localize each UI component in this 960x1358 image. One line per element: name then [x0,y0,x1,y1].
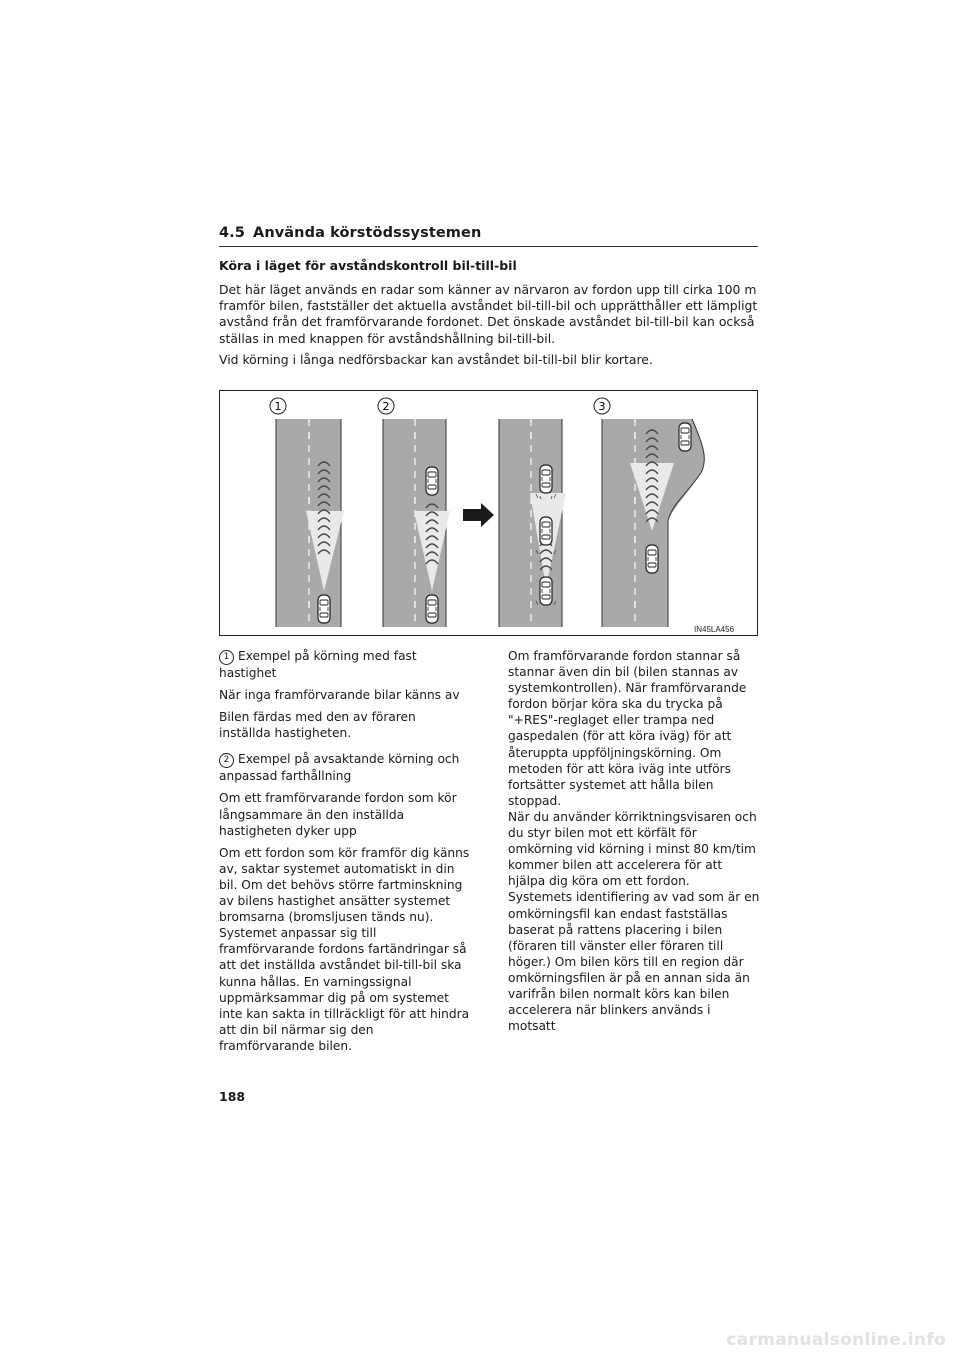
item-2-title: 2 Exempel på avsaktande körning och anpassad farthållning [219,752,460,784]
section-title-text: Använda körstödssystemen [253,225,482,241]
item-2-condition: Om ett framförvarande fordon som kör långsammare än den inställda hastigheten dyker upp [219,791,457,838]
car-icon [679,423,691,451]
figure-code: IN45LA456 [694,625,735,634]
watermark: carmanualsonline.info [726,1330,946,1350]
car-icon [426,467,438,495]
item-1-condition: När inga framförvarande bilar känns av [219,688,460,703]
car-icon [318,595,330,623]
left-column [219,648,471,1054]
section-title [219,225,758,247]
car-icon [540,577,552,605]
item-2-number: 2 [219,753,234,768]
subheading: Köra i läget för avståndskontroll bil-till-bil [219,258,517,273]
label-2 [378,398,394,414]
label-1 [270,398,286,414]
right-column [508,648,760,1034]
intro-paragraph-2: Vid körning i långa nedförsbackar kan avståndet bil-till-bil blir kortare. [219,352,653,367]
road-3 [499,419,566,627]
car-icon [646,545,658,573]
item-1-title: 1 Exempel på körning med fast hastighet [219,649,417,680]
right-paragraph-2: När du använder körriktningsvisaren och du styr bilen mot ett körfält för omkörning vid körning i minst 80 km/tim kommer bilen att accelerera för att hjälpa dig köra om ett fordon. [508,809,757,889]
intro-paragraph: Det här läget används en radar som känner av närvaron av fordon upp till cirka 100 m framför bilen, fastställer det aktuella avståndet bil-till-bil och upprätthåller ett lämpligt avstånd från det framförvarande fordonet. Det önskade avståndet bil-till-bil kan också ställas in med knappen för avståndshållning bil-till-bil. [219,282,758,346]
car-icon [540,517,552,545]
svg-text:3: 3 [598,400,606,413]
road-1 [276,419,344,627]
section-number: 4.5 [219,225,245,241]
item-1-number: 1 [219,650,234,665]
car-icon [426,595,438,623]
label-3 [594,398,610,414]
right-paragraph-3: Systemets identifiering av vad som är en omkörningsfil kan endast fastställas baserat på rattens placering i bilen (föraren till vänster eller föraren till höger.) Om bilen körs till en region där omkörningsfilen är på en annan sida än varifrån bilen normalt körs kan bilen accelerera när blinkers används i motsatt [508,890,760,1034]
arrow-right-icon [463,503,494,527]
item-2-text: Om ett fordon som kör framför dig känns av, saktar systemet automatiskt in din bil. Om det behövs större fartminskning av bilens hastighet ansätter systemet bromsarna (bromsljusen tänds nu). Systemet anpassar sig till framförvarande fordons fartändringar så att det inställda avståndet bil-till-bil ska kunna hållas. En varningssignal uppmärksammar dig på om systemet inte kan sakta in tillräckligt för att hindra att din bil närmar sig den framförvarande bilen. [219,845,470,1053]
acc-diagram [220,391,759,637]
car-icon [540,465,552,493]
right-paragraph-1: Om framförvarande fordon stannar så stannar även din bil (bilen stannas av systemkontrollen). När framförvarande fordon börjar köra ska du trycka på "+RES"-reglaget eller trampa ned gaspedalen (för att köra iväg) för att återuppta uppföljningskörning. Om metoden för att köra iväg inte utförs fortsätter systemet att hålla bilen stoppad. [508,649,747,808]
acc-figure [219,390,758,636]
svg-text:1: 1 [274,400,282,413]
road-4 [602,419,704,627]
svg-text:2: 2 [382,400,390,413]
road-2 [383,419,450,627]
page-number: 188 [219,1089,246,1104]
item-1-text: Bilen färdas med den av föraren inställda hastigheten. [219,710,416,741]
